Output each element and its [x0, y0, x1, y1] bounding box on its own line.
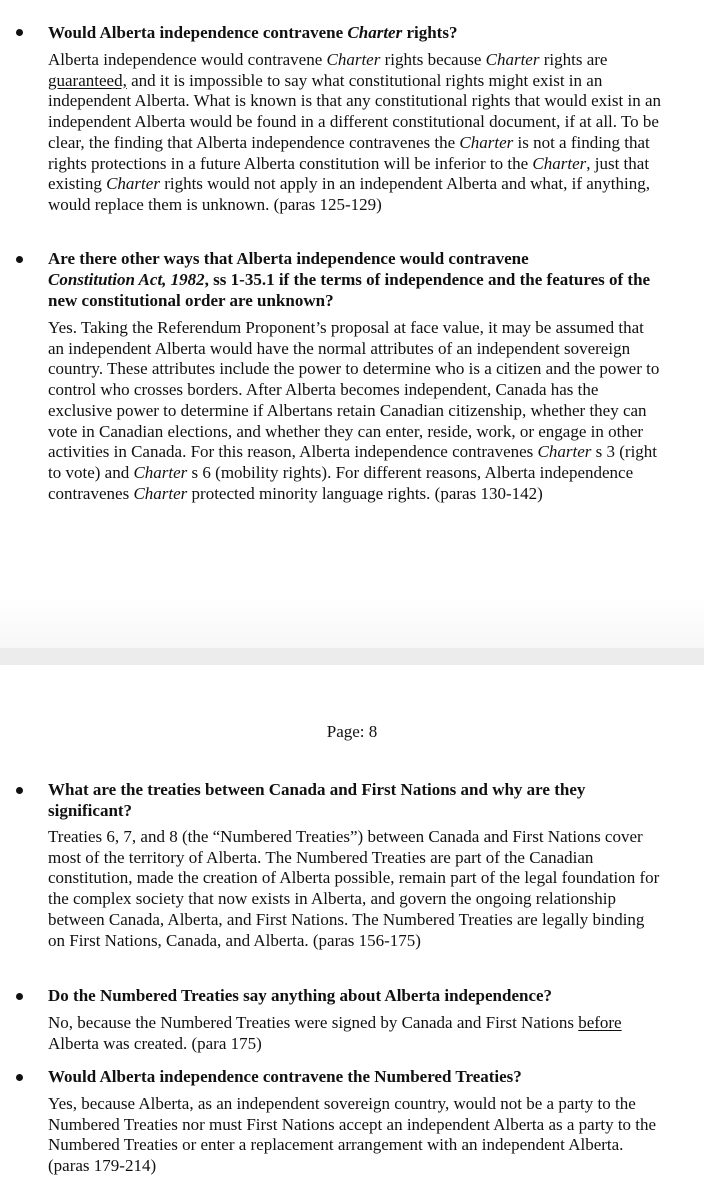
- answer-paragraph: No, because the Numbered Treaties were signed by Canada and First Nations before Alberta was created. (para 175): [48, 1013, 622, 1053]
- answer-paragraph: Alberta independence would contravene Charter rights because Charter rights are guaranteed, and it is impossible to say what constitutional rights might exist in an independent Alberta. What is known is that any constitutional rights that would exist in an independent Alberta would be found in a different constitutional document, if at all. To be clear, the finding that Alberta independence contravenes the Charter is not a finding that rights protections in a future Alberta constitution will be inferior to the Charter, just that existing Charter rights would not apply in an independent Alberta and what, if anything, would replace them is unknown. (paras 125-129): [48, 50, 662, 214]
- answer-paragraph: Yes. Taking the Referendum Proponent’s proposal at face value, it may be assumed that an independent Alberta would have the normal attributes of an independent sovereign country. These attributes include the power to determine who is a citizen and the power to control who crosses borders. After Alberta becomes independent, Canada has the exclusive power to determine if Albertans retain Canadian citizenship, whether they can vote in Canadian elections, and whether they can enter, reside, work, or engage in other activities in Canada. For this reason, Alberta independence contravenes Charter s 3 (right to vote) and Charter s 6 (mobility rights). For different reasons, Alberta independence contravenes Charter protected minority language rights. (paras 130-142): [48, 318, 660, 503]
- question-heading: Do the Numbered Treaties say anything about Alberta independence?: [48, 986, 553, 1005]
- bullet-icon: [16, 993, 23, 1000]
- question-heading: Are there other ways that Alberta independence would contravene Constitution Act, 1982, ss 1-35.1 if the terms of independence and the features of the new constitutional order are unknown?: [48, 249, 651, 310]
- page-separator: [0, 648, 704, 665]
- bullet-icon: [16, 787, 23, 794]
- question-heading: What are the treaties between Canada and First Nations and why are they significant?: [48, 780, 586, 820]
- answer-paragraph: Treaties 6, 7, and 8 (the “Numbered Treaties”) between Canada and First Nations cover most of the territory of Alberta. The Numbered Treaties are part of the Canadian constitution, made the creation of Alberta possible, remain part of the legal foundation for the complex society that now exists in Alberta, and govern the ongoing relationship between Canada, Alberta, and First Nations. The Numbered Treaties are legally binding on First Nations, Canada, and Alberta. (paras 156-175): [48, 827, 660, 950]
- bullet-icon: [16, 1074, 23, 1081]
- answer-paragraph: Yes, because Alberta, as an independent sovereign country, would not be a party to the Numbered Treaties nor must First Nations accept an independent Alberta as a party to the Numbered Treaties or enter a replacement arrangement with an independent Alberta. (paras 179-214): [48, 1094, 657, 1176]
- question-heading: Would Alberta independence contravene the Numbered Treaties?: [48, 1067, 522, 1086]
- bullet-icon: [16, 256, 23, 263]
- question-heading: Would Alberta independence contravene Charter rights?: [48, 23, 458, 42]
- bullet-icon: [16, 29, 23, 36]
- page-number: Page: 8: [326, 722, 378, 741]
